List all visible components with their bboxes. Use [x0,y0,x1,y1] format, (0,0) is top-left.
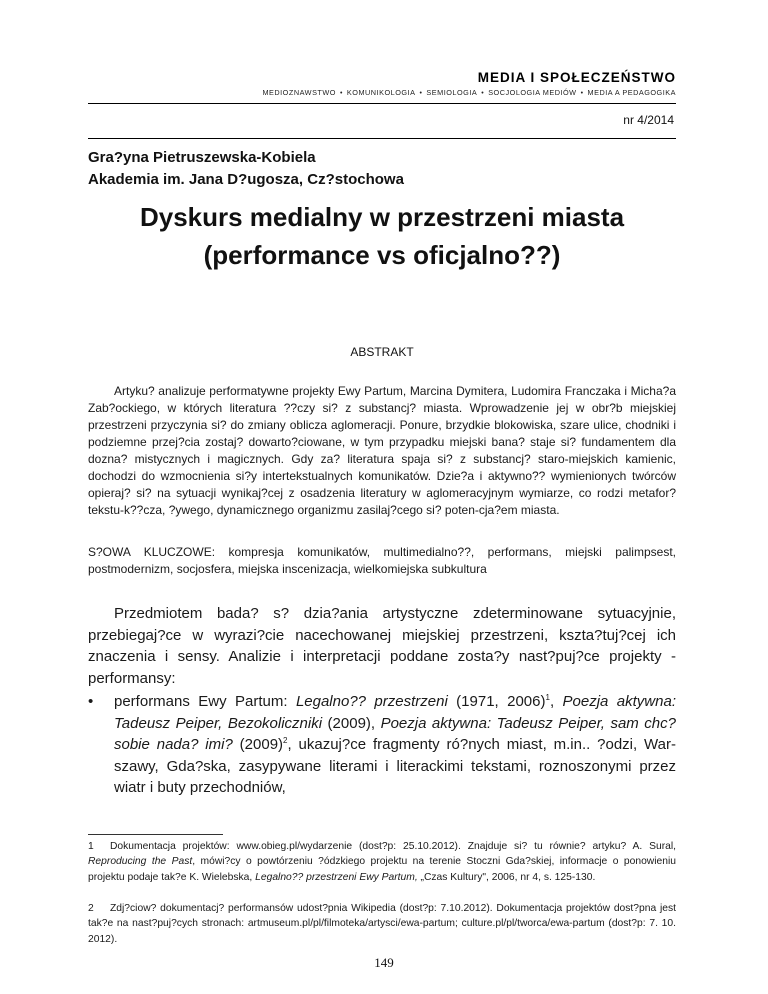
issue-number: nr 4/2014 [623,113,674,127]
separator-text: , [549,693,563,710]
bullet-lead: performans Ewy Partum: [114,693,296,710]
bullet-rest: , ukazuj?ce fragmenty ró?nych miast, m.in.. ?odzi, War-szawy, Gda?ska, zasypywane literami i literackimi tekstami, roznoszonymi przez wiatr i buty przechodniów, [114,736,676,796]
subtitle-item: SEMIOLOGIA [426,88,478,97]
abstract-heading: ABSTRAKT [350,345,414,359]
separator-dot: • [580,90,584,97]
footnote-title: Reproducing the Past [88,856,193,868]
footnote-number: 2 [88,903,94,914]
work-years: (2009) [232,736,284,753]
article-title [88,198,676,274]
journal-title: MEDIA I SPOŁECZEŃSTWO [477,70,676,85]
article-title-line2: (performance vs oficjalno??) [203,240,561,270]
author-affiliation: Akademia im. Jana D?ugosza, Cz?stochowa [88,171,404,188]
separator-dot: • [419,90,423,97]
work-years: (1971, 2006) [447,693,546,710]
work-title: Legalno?? przestrzeni [295,693,448,710]
footnote-title: Legalno?? przestrzeni Ewy Partum, [255,871,418,883]
footnote-text: „Czas Kultury", 2006, nr 4, s. 125-130. [417,871,596,883]
footnote-ref[interactable]: 2 [283,736,288,745]
footnote-text: Dokumentacja projektów: www.obieg.pl/wydarzenie (dost?p: 25.10.2012). Znajduje si? tu równie? artyku? A. Sural, [110,841,676,852]
author-block [88,147,404,191]
bullet-marker: • [88,693,94,710]
footnote-text: Zdj?ciow? dokumentacj? performansów udost?pnia Wikipedia (dost?p: 7.10.2012). Dokumentacja projektów dost?pna jest tak?e na nast?puj?cych stronach: artmuseum.pl/pl/filmoteka/artysci/ewa-partum; culture.pl/pl/tworca/ewa-partum (dost?p: 7. 10. 2012). [88,903,676,945]
subtitle-item: KOMUNIKOLOGIA [346,88,416,97]
page-number: 149 [374,955,394,970]
keywords: S?OWA KLUCZOWE: kompresja komunikatów, multimedialno??, performans, miejski palimpsest, postmodernizm, socjosfera, miejska inscenizacja, wielkomiejska subkultura [88,545,676,576]
header-rule-bottom [88,138,676,139]
journal-subtitle [262,88,676,97]
author-name: Gra?yna Pietruszewska-Kobiela [88,149,316,166]
work-years: (2009), [322,714,381,732]
body-paragraph: Przedmiotem bada? s? dzia?ania artystyczne zdeterminowane sytuacyjnie, przebiegaj?ce w wyrazi?cie nacechowanej miejskiej przestrzeni, kszta?tuj?cej ich znaczenia i sensy. Analizie i interpretacji poddane zosta?y nast?puj?ce projekty - performansy: [88,605,676,687]
footnote-ref[interactable]: 1 [545,693,550,702]
abstract-text: Artyku? analizuje performatywne projekty Ewy Partum, Marcina Dymitera, Ludomira Franczaka i Micha?a Zab?ockiego, w których literatura ??czy si? z substancj? miasta. Wprowadzenie jej w obr?b miejskiej przestrzeni przyczynia si? do zmiany oblicza aglomeracji. Ponure, brzydkie blokowiska, szare ulice, chodniki i podziemne przej?cia zostaj? dowarto?ciowane, w tym przypadku miejski bana? staje si? fundamentem dla dozna? mistycznych i magicznych. Gdy za? literatura spaja si? z substancj? staro-miejskich kamienic, dochodzi do wzmocnienia si?y intertekstualnych komunikatów. Dzie?a i aktywno?? wymienionych twórców opieraj? si? na sytuacji wynikaj?cej z osadzenia literatury w aglomeracyjnym wymiarze, co rodzi metafor? tekstu-k??cza, ?ywego, dynamicznego organizmu zasilaj?cego si? poten-cja?em miasta. [88,384,676,517]
separator-dot: • [481,90,485,97]
work-title: Poezja aktywna: Tadeusz Peiper, sam chc? sobie nada? imi? [114,714,676,753]
bullet-item [88,691,676,799]
separator-dot: • [339,90,343,97]
footnote-number: 1 [88,841,94,852]
footnote-rule [88,834,223,835]
footnote-text: , mówi?cy o powtórzeniu ?ódzkiego projektu na terenie Stoczni Gda?skiej, informacje o ponowieniu projektu podaje tak?e K. Wielebska, [88,856,676,883]
header-rule-top [88,103,676,104]
subtitle-item: MEDIA A PEDAGOGIKA [587,88,676,97]
subtitle-item: MEDIOZNAWSTWO [262,88,336,97]
footnote [88,839,676,885]
article-title-line1: Dyskurs medialny w przestrzeni miasta [139,202,625,232]
subtitle-item: SOCJOLOGIA MEDIÓW [488,88,577,97]
footnote [88,901,676,947]
work-title: Poezja aktywna: Tadeusz Peiper, Bezokoliczniki [114,693,676,732]
